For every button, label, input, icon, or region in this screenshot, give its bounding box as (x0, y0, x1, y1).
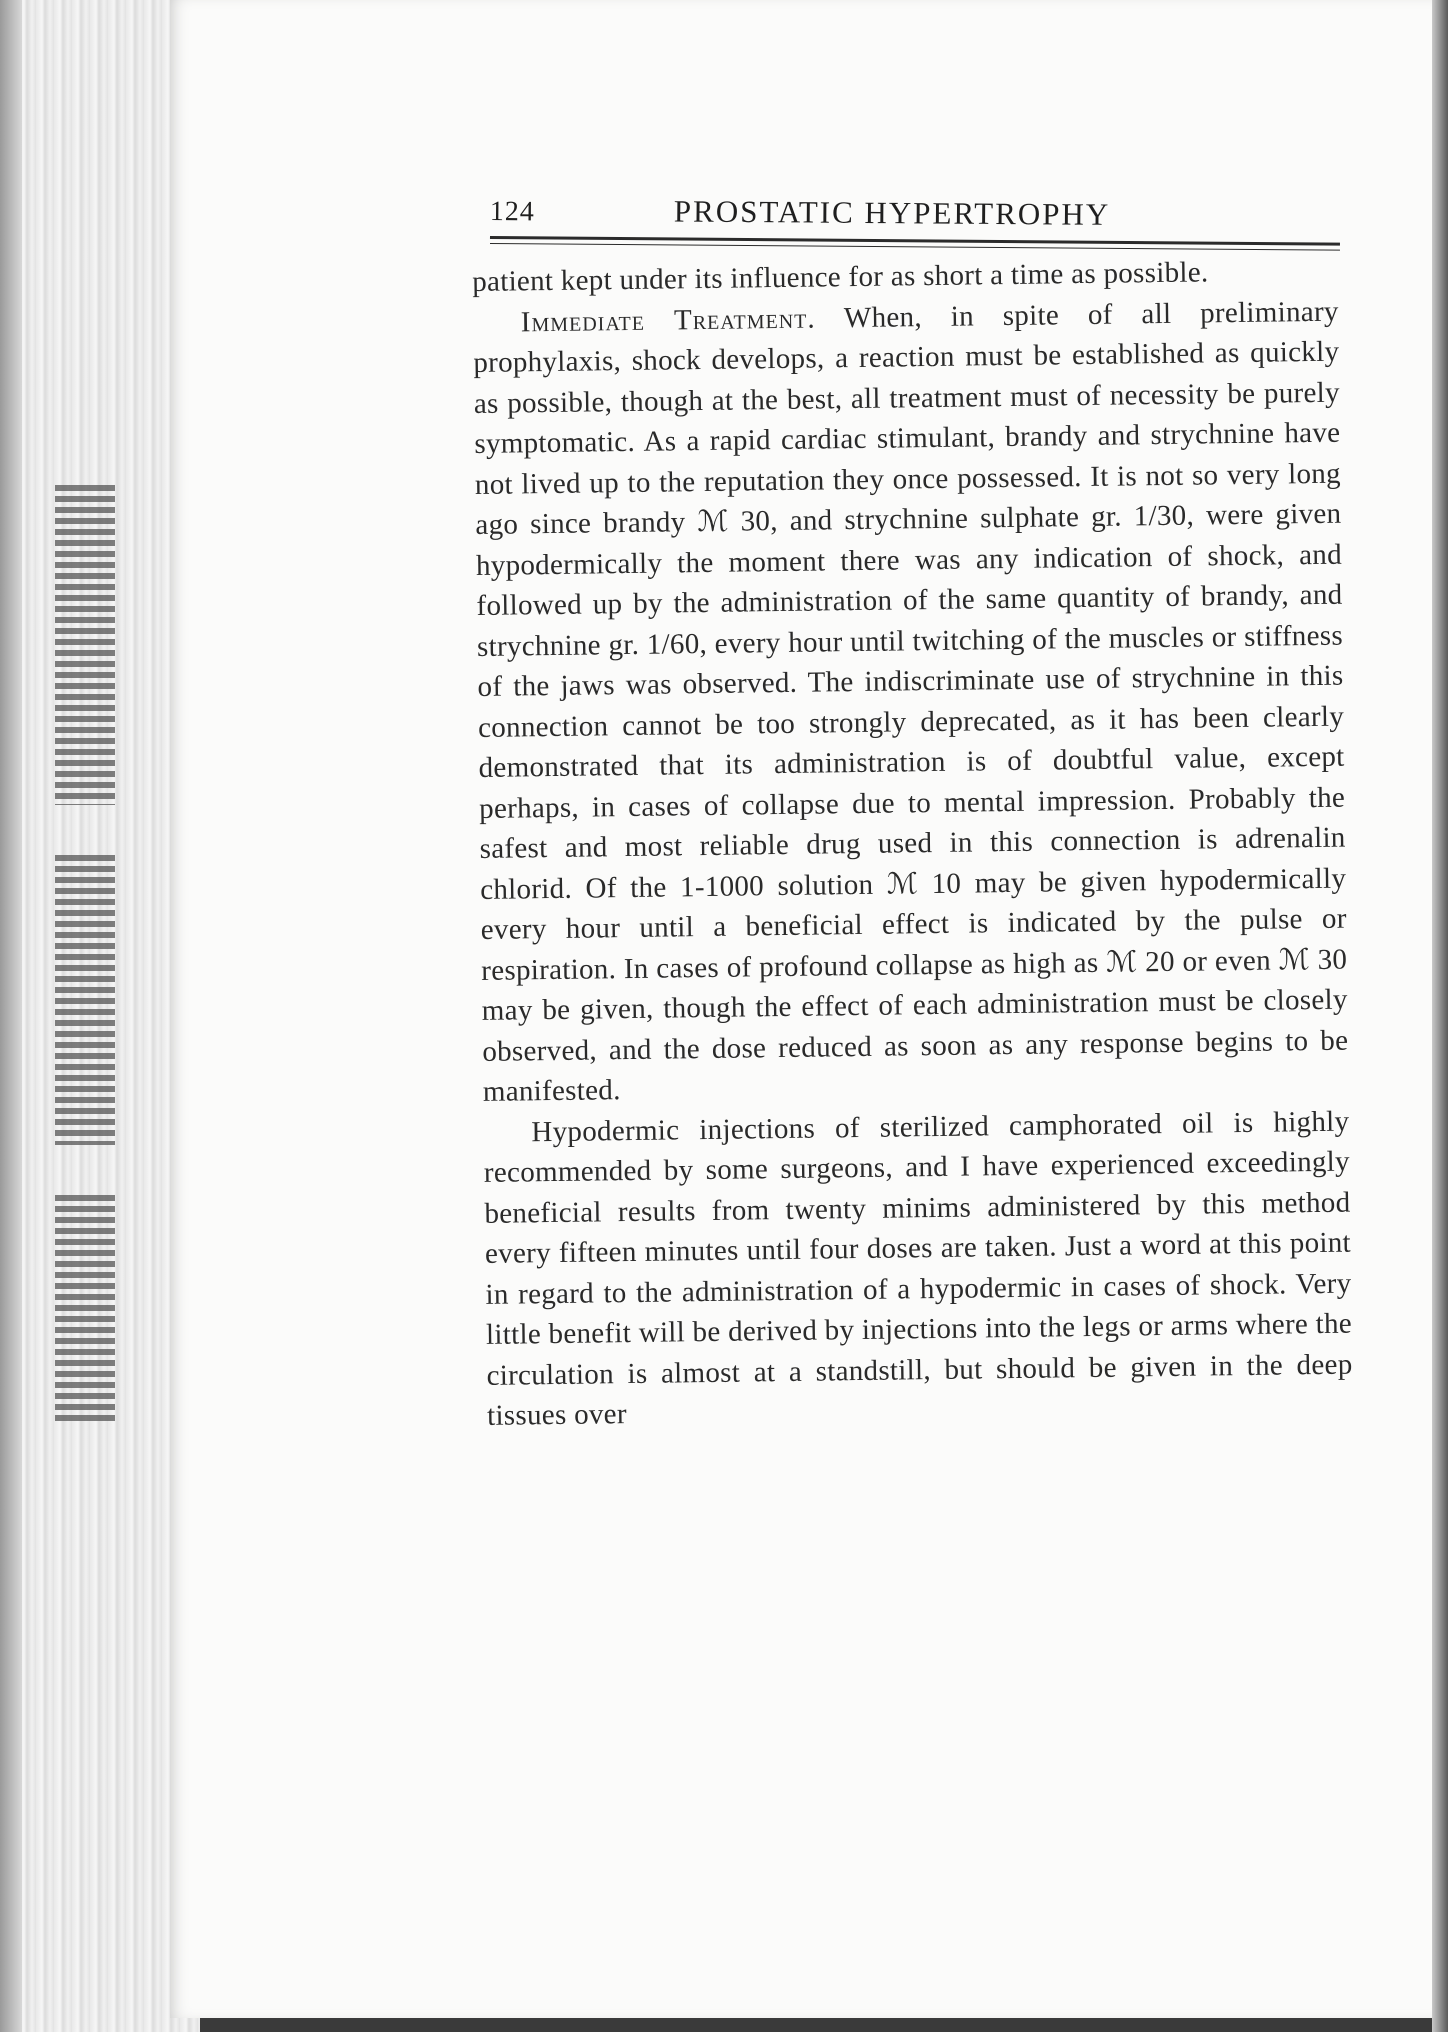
paragraph-hypodermic: Hypodermic injections of sterilized camphorated oil is highly recommended by some surgeons, and I have experienced exceedingly beneficial results from twenty minims administered by this method every fifteen minutes until four doses are taken. Just a word at this point in regard to the administration of a hypodermic in cases of shock. Very little benefit will be derived by injections into the legs or arms where the circulation is almost at a standstill, but should be given in the deep tissues over (483, 1105, 1353, 1432)
book-gutter (0, 0, 22, 2032)
section-heading: Immediate Treatment. (520, 302, 816, 338)
paragraph-immediate-treatment (473, 291, 1350, 1112)
spine-marking (55, 485, 115, 805)
spine-marking (55, 855, 115, 1145)
body-text (472, 251, 1353, 1437)
page-number: 124 (489, 195, 535, 228)
running-title: PROSTATIC HYPERTROPHY (673, 193, 1111, 232)
paragraph-text: When, in spite of all preliminary prophylaxis, shock develops, a reaction must be established as quickly as possible, though at the best, all treatment must of necessity be purely symptomatic. As a rapid cardiac stimulant, brandy and strychnine have not lived up to the reputation they once possessed. It is not so very long ago since brandy ℳ 30, and strychnine sulphate gr. 1/30, were given hypodermically the moment there was any indication of shock, and followed up by the administration of the same quantity of brandy, and strychnine gr. 1/60, every hour until twitching of the muscles or stiffness of the jaws was observed. The indiscriminate use of strychnine in this connection cannot be too strongly deprecated, as it has been clearly demonstrated that its administration is of doubtful value, except perhaps, in cases of collapse due to mental impression. Probably the safest and most reliable drug used in this connection is adrenalin chlorid. Of the 1-1000 solution ℳ 10 may be given hypodermically every hour until a beneficial effect is indicated by the pulse or respiration. In cases of profound collapse as high as ℳ 20 or even ℳ 30 may be given, though the effect of each administration must be closely observed, and the dose reduced as soon as any response begins to be manifested. (473, 295, 1349, 1108)
paragraph-continuation: patient kept under its influence for as short a time as possible. (472, 256, 1209, 298)
spine-marking (55, 1195, 115, 1425)
page-edge-shadow (1432, 0, 1448, 2032)
